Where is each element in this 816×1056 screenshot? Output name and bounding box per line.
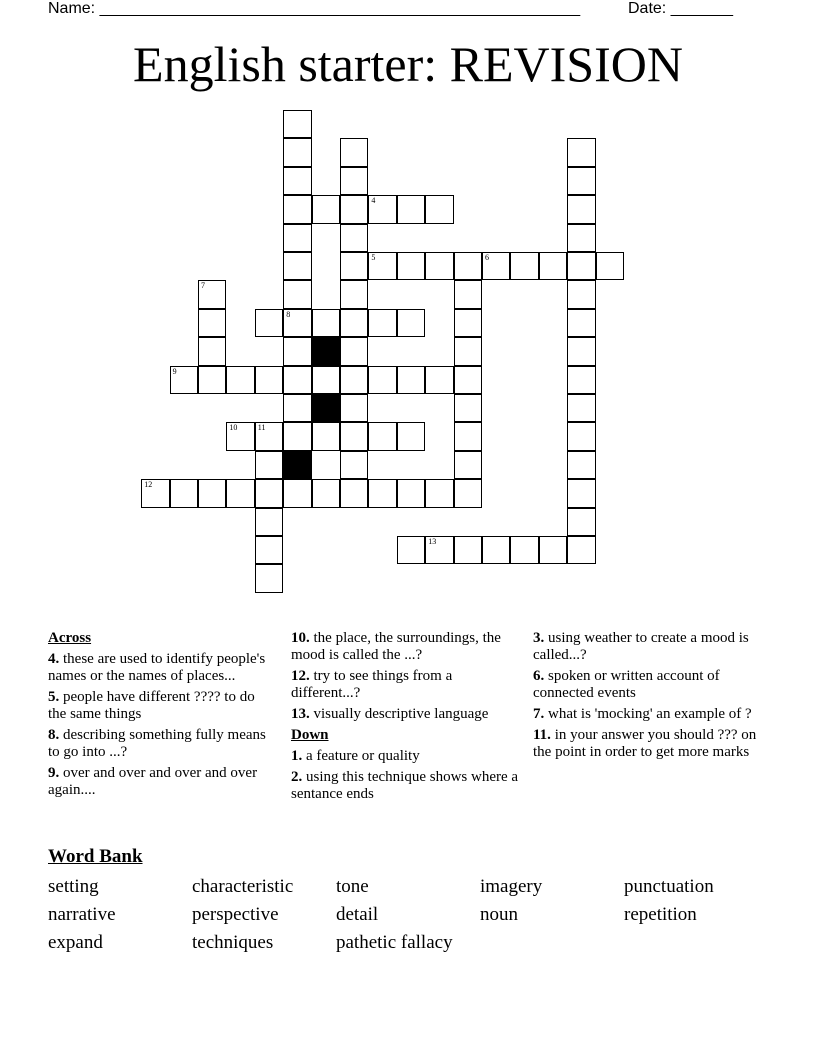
cell-number: 13 [428, 537, 437, 546]
crossword-cell[interactable] [397, 366, 425, 394]
crossword-cell[interactable] [567, 508, 595, 536]
clue-down-3: 3. using weather to create a mood is called...? [533, 630, 749, 663]
crossword-cell[interactable] [454, 252, 482, 280]
crossword-cell[interactable] [567, 451, 595, 479]
crossword-cell[interactable] [454, 479, 482, 507]
crossword-cell[interactable] [340, 224, 368, 252]
crossword-cell[interactable] [454, 394, 482, 422]
crossword-cell[interactable] [397, 195, 425, 223]
crossword-cell[interactable] [539, 536, 567, 564]
clue-down-7: 7. what is 'mocking' an example of ? [533, 706, 752, 722]
crossword-cell[interactable] [567, 280, 595, 308]
crossword-cell[interactable] [283, 479, 311, 507]
page-title: English starter: REVISION [133, 36, 683, 92]
crossword-cell[interactable] [567, 195, 595, 223]
clue-down-6: 6. spoken or written account of connected events [533, 668, 720, 701]
crossword-cell[interactable] [454, 337, 482, 365]
crossword-cell[interactable] [255, 564, 283, 592]
crossword-cell[interactable] [567, 167, 595, 195]
crossword-cell[interactable] [340, 280, 368, 308]
crossword-cell[interactable] [425, 252, 453, 280]
clue-down-1: 1. a feature or quality [291, 748, 420, 764]
crossword-cell[interactable] [255, 422, 283, 450]
clue-across-13: 13. visually descriptive language [291, 706, 489, 722]
crossword-cell[interactable] [454, 366, 482, 394]
crossword-cell[interactable] [567, 224, 595, 252]
down-heading: Down [291, 727, 329, 743]
crossword-cell[interactable] [255, 366, 283, 394]
word-bank-item: setting [48, 876, 99, 897]
crossword-cell[interactable] [454, 422, 482, 450]
crossword-cell[interactable] [567, 422, 595, 450]
crossword-cell[interactable] [368, 422, 396, 450]
crossword-cell[interactable] [397, 536, 425, 564]
crossword-cell[interactable] [425, 195, 453, 223]
crossword-cell[interactable] [397, 479, 425, 507]
clue-down-11: 11. in your answer you should ??? on the point in order to get more marks [533, 727, 757, 760]
crossword-cell[interactable] [312, 195, 340, 223]
crossword-cell[interactable] [567, 394, 595, 422]
crossword-cell[interactable] [510, 536, 538, 564]
crossword-cell[interactable] [454, 309, 482, 337]
cell-number: 6 [485, 253, 489, 262]
crossword-cell[interactable] [425, 536, 453, 564]
clue-across-12: 12. try to see things from a different...? [291, 668, 453, 701]
crossword-cell[interactable] [454, 536, 482, 564]
crossword-cell[interactable] [283, 394, 311, 422]
crossword-cell[interactable] [283, 366, 311, 394]
crossword-cell[interactable] [198, 280, 226, 308]
crossword-cell[interactable] [482, 252, 510, 280]
cell-number: 12 [144, 480, 153, 490]
crossword-cell[interactable] [425, 479, 453, 507]
word-bank-item: perspective [192, 904, 279, 925]
cell-number: 8 [286, 309, 291, 319]
crossword-cell[interactable] [283, 280, 311, 308]
word-bank-item: imagery [480, 876, 543, 897]
crossword-cell[interactable] [170, 366, 198, 394]
crossword-cell[interactable] [283, 422, 311, 450]
crossword-cell[interactable] [255, 508, 283, 536]
crossword-black-cell [283, 451, 311, 479]
clue-across-9: 9. over and over and over and over again.... [48, 765, 258, 798]
crossword-cell[interactable] [567, 138, 595, 166]
crossword-cell[interactable] [510, 252, 538, 280]
crossword-cell[interactable] [283, 337, 311, 365]
crossword-cell[interactable] [198, 337, 226, 365]
crossword-cell[interactable] [368, 479, 396, 507]
crossword-cell[interactable] [255, 479, 283, 507]
crossword-cell[interactable] [340, 422, 368, 450]
crossword-cell[interactable] [255, 309, 283, 337]
word-bank-title: Word Bank [48, 846, 143, 867]
crossword-cell[interactable] [454, 280, 482, 308]
name-field-label[interactable]: Name: ______________________________________________________ [48, 0, 581, 17]
word-bank-item: pathetic fallacy [336, 932, 453, 953]
crossword-cell[interactable] [283, 195, 311, 223]
cell-number: 9 [172, 366, 177, 376]
clue-across-8: 8. describing something fully means to go into ...? [48, 727, 266, 760]
word-bank-item: repetition [624, 904, 697, 925]
clue-across-10: 10. the place, the surroundings, the mood is called the ...? [291, 630, 501, 663]
cell-number: 10 [229, 423, 238, 433]
cell-number: 11 [257, 423, 266, 433]
crossword-cell[interactable] [567, 479, 595, 507]
word-bank-item: noun [480, 904, 518, 925]
crossword-cell[interactable] [368, 195, 396, 223]
clue-column-1 [48, 630, 276, 803]
crossword-cell[interactable] [539, 252, 567, 280]
crossword-cell[interactable] [312, 366, 340, 394]
cell-number: 4 [371, 196, 376, 206]
crossword-cell[interactable] [312, 479, 340, 507]
word-bank-item: tone [336, 876, 369, 897]
crossword-cell[interactable] [255, 536, 283, 564]
crossword-cell[interactable] [567, 337, 595, 365]
crossword-cell[interactable] [482, 536, 510, 564]
crossword-cell[interactable] [312, 309, 340, 337]
crossword-cell[interactable] [255, 451, 283, 479]
crossword-cell[interactable] [368, 252, 396, 280]
crossword-cell[interactable] [226, 422, 254, 450]
crossword-cell[interactable] [340, 451, 368, 479]
crossword-cell[interactable] [340, 195, 368, 223]
crossword-cell[interactable] [198, 366, 226, 394]
word-bank-item: detail [336, 904, 379, 925]
crossword-cell[interactable] [198, 479, 226, 507]
word-bank-item: punctuation [624, 876, 714, 897]
word-bank-item: characteristic [192, 876, 294, 897]
clue-across-4: 4. these are used to identify people's names or the names of places... [48, 651, 266, 684]
crossword-cell[interactable] [397, 422, 425, 450]
crossword-cell[interactable] [312, 422, 340, 450]
crossword-cell[interactable] [226, 366, 254, 394]
word-bank-item: techniques [192, 932, 274, 953]
crossword-cell[interactable] [567, 252, 595, 280]
crossword-cell[interactable] [283, 309, 311, 337]
crossword-cell[interactable] [340, 167, 368, 195]
crossword-cell[interactable] [340, 394, 368, 422]
clue-across-5: 5. people have different ???? to do the same things [48, 689, 255, 722]
crossword-cell[interactable] [170, 479, 198, 507]
crossword-cell[interactable] [340, 366, 368, 394]
word-bank-item: narrative [48, 904, 116, 925]
crossword-cell[interactable] [340, 479, 368, 507]
crossword-cell[interactable] [283, 167, 311, 195]
crossword-cell[interactable] [340, 309, 368, 337]
crossword-cell[interactable] [198, 309, 226, 337]
clue-column-3 [533, 630, 761, 765]
cell-number: 7 [201, 281, 205, 291]
word-bank-item: expand [48, 932, 103, 953]
cell-number: 5 [371, 253, 376, 262]
crossword-cell[interactable] [226, 479, 254, 507]
crossword-cell[interactable] [425, 366, 453, 394]
crossword-cell[interactable] [567, 309, 595, 337]
clue-down-2: 2. using this technique shows where a sentance ends [291, 769, 519, 802]
date-field-label[interactable]: Date: _______ [628, 0, 733, 17]
crossword-cell[interactable] [567, 536, 595, 564]
crossword-cell[interactable] [283, 138, 311, 166]
crossword-cell[interactable] [340, 337, 368, 365]
across-heading: Across [48, 630, 92, 646]
crossword-black-cell [312, 394, 340, 422]
crossword-cell[interactable] [454, 451, 482, 479]
crossword-cell[interactable] [368, 309, 396, 337]
crossword-cell[interactable] [283, 252, 311, 280]
crossword-cell[interactable] [397, 252, 425, 280]
crossword-cell[interactable] [283, 110, 311, 138]
crossword-cell[interactable] [340, 252, 368, 280]
crossword-cell[interactable] [397, 309, 425, 337]
crossword-black-cell [312, 337, 340, 365]
crossword-cell[interactable] [596, 252, 624, 280]
crossword-cell[interactable] [567, 366, 595, 394]
clue-column-2 [291, 630, 519, 807]
crossword-cell[interactable] [141, 479, 169, 507]
crossword-cell[interactable] [340, 138, 368, 166]
crossword-cell[interactable] [283, 224, 311, 252]
crossword-cell[interactable] [368, 366, 396, 394]
